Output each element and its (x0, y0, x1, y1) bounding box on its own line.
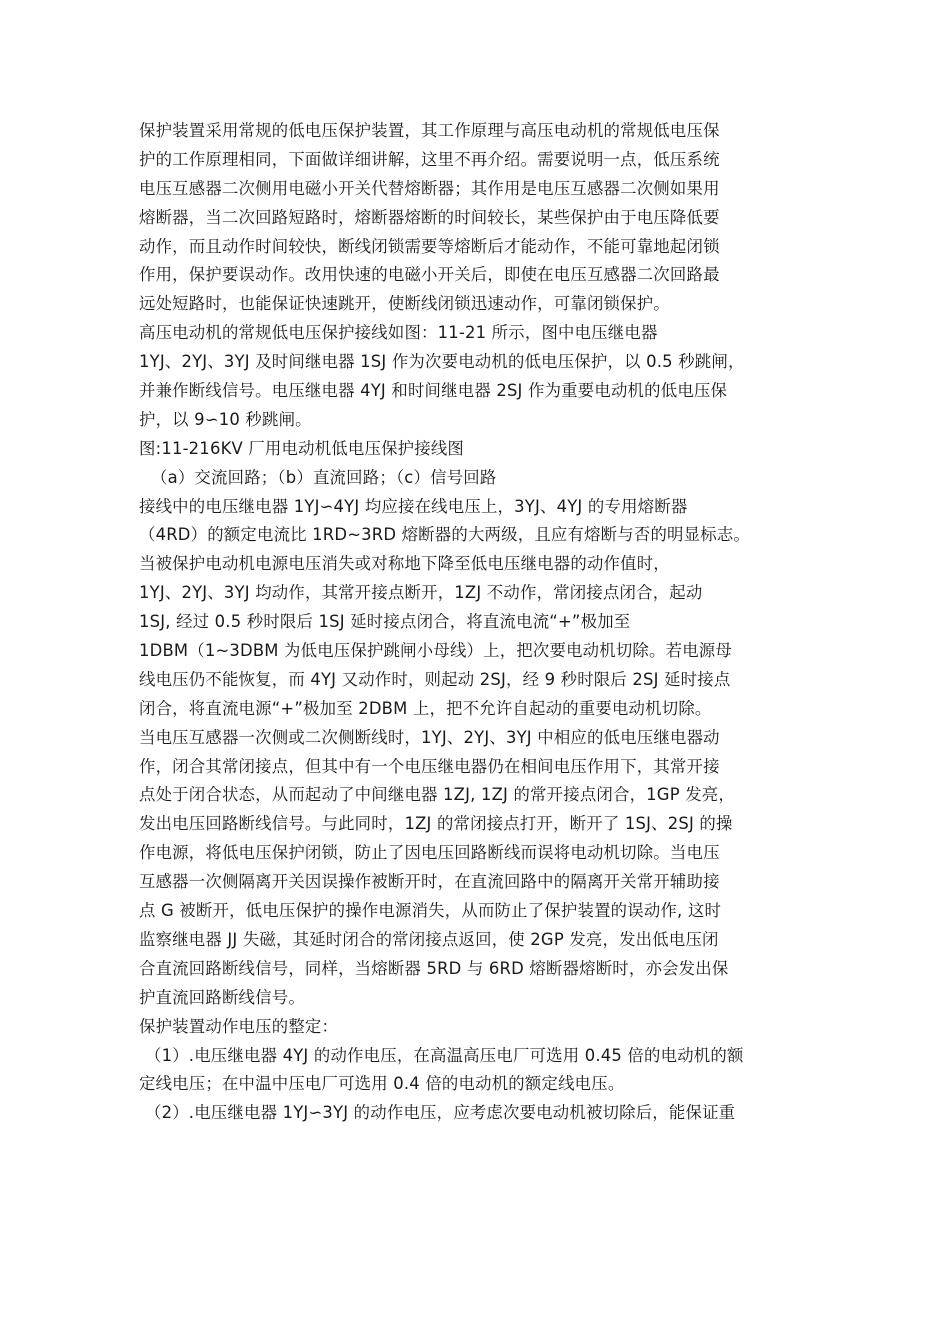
list-item: （1）.电压继电器 4YJ 的动作电压，在高温高压电厂可选用 0.45 倍的电动机的额 (145, 1045, 744, 1065)
text-line: 远处短路时，也能保证快速跳开，使断线闭锁迅速动作，可靠闭锁保护。 (139, 294, 670, 314)
text-line: 监察继电器 JJ 失磁，其延时闭合的常闭接点返回，使 2GP 发亮，发出低电压闭 (139, 929, 719, 949)
text-line: 保护装置采用常规的低电压保护装置，其工作原理与高压电动机的常规低电压保 (139, 121, 720, 140)
text-line: 定线电压；在中温中压电厂可选用 0.4 倍的电动机的额定线电压。 (139, 1074, 625, 1094)
text-line: 并兼作断线信号。电压继电器 4YJ 和时间继电器 2SJ 作为重要电动机的低电压保 (139, 381, 728, 401)
text-line: 护直流回路断线信号。 (139, 987, 305, 1007)
text-line: 电压互感器二次侧用电磁小开关代替熔断器；其作用是电压互感器二次侧如果用 (139, 178, 720, 198)
text-line: 当被保护电动机电源电压消失或对称地下降至低电压继电器的动作值时， (139, 554, 670, 574)
text-line: 1YJ、2YJ、3YJ 及时间继电器 1SJ 作为次要电动机的低电压保护，以 0.5 秒跳闸， (139, 352, 745, 372)
document-body (139, 117, 819, 1128)
text-line: 点 G 被断开，低电压保护的操作电源消失，从而防止了保护装置的误动作, 这时 (139, 901, 722, 921)
text-line: 1DBM（1~3DBM 为低电压保护跳闸小母线）上，把次要电动机切除。若电源母 (139, 641, 732, 661)
text-line: 护，以 9∽10 秒跳闸。 (139, 409, 312, 429)
section-heading: 保护装置动作电压的整定： (139, 1016, 339, 1036)
text-line: 作电源，将低电压保护闭锁，防止了因电压回路断线而误将电动机切除。当电压 (139, 843, 720, 863)
text-line: 接线中的电压继电器 1YJ∽4YJ 均应接在线电压上，3YJ、4YJ 的专用熔断器 (139, 496, 688, 516)
figure-caption: 图:11-216KV 厂用电动机低电压保护接线图 (139, 438, 465, 458)
text-line: 点处于闭合状态，从而起动了中间继电器 1ZJ, 1ZJ 的常开接点闭合，1GP 发亮， (139, 785, 735, 805)
text-line: 发出电压回路断线信号。与此同时，1ZJ 的常闭接点打开，断开了 1SJ、2SJ 的操 (139, 814, 733, 834)
text-line: 1YJ、2YJ、3YJ 均动作，其常开接点断开，1ZJ 不动作，常闭接点闭合，起动 (139, 583, 703, 603)
text-line: 闭合，将直流电源“+”极加至 2DBM 上，把不允许自起动的重要电动机切除。 (139, 698, 712, 718)
text-line: 合直流回路断线信号，同样，当熔断器 5RD 与 6RD 熔断器熔断时，亦会发出保 (139, 958, 729, 978)
text-line: 熔断器，当二次回路短路时，熔断器熔断的时间较长，某些保护由于电压降低要 (139, 207, 720, 227)
text-line: 线电压仍不能恢复，而 4YJ 又动作时，则起动 2SJ，经 9 秒时限后 2SJ 延时接点 (139, 669, 731, 689)
figure-subcaption: （a）交流回路；（b）直流回路；（c）信号回路 (151, 467, 497, 487)
text-line: 高压电动机的常规低电压保护接线如图：11-21 所示，图中电压继电器 (139, 323, 658, 343)
text-line: 互感器一次侧隔离开关因误操作被断开时，在直流回路中的隔离开关常开辅助接 (139, 872, 720, 892)
text-line: 当电压互感器一次侧或二次侧断线时，1YJ、2YJ、3YJ 中相应的低电压继电器动 (139, 727, 720, 747)
text-line: 作用，保护要误动作。改用快速的电磁小开关后，即使在电压互感器二次回路最 (139, 265, 720, 285)
text-line: （4RD）的额定电流比 1RD~3RD 熔断器的大两级，且应有熔断与否的明显标志。 (139, 525, 750, 545)
text-line: 作，闭合其常闭接点，但其中有一个电压继电器仍在相间电压作用下，其常开接 (139, 756, 720, 776)
text-line: 护的工作原理相同，下面做详细讲解，这里不再介绍。需要说明一点，低压系统 (139, 149, 720, 169)
text-line: 1SJ, 经过 0.5 秒时限后 1SJ 延时接点闭合，将直流电流“+”极加至 (139, 612, 631, 632)
text-line: 动作，而且动作时间较快，断线闭锁需要等熔断后才能动作，不能可靠地起闭锁 (139, 236, 720, 256)
list-item: （2）.电压继电器 1YJ∽3YJ 的动作电压，应考虑次要电动机被切除后，能保证重 (145, 1103, 736, 1123)
